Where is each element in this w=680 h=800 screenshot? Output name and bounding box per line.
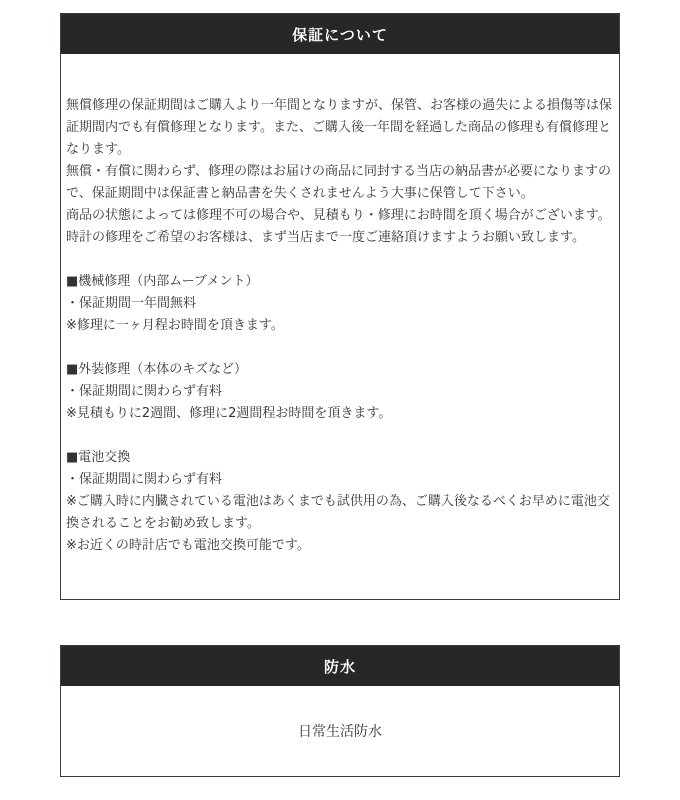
exterior-repair-section [66, 359, 614, 425]
warranty-panel [60, 13, 620, 600]
waterproof-panel [60, 645, 620, 777]
battery-replacement-section [66, 447, 614, 557]
warranty-paragraph: 無償・有償に関わらず、修理の際はお届けの商品に同封する当店の納品書が必要になりますので、保証期間中は保証書と納品書を失くされませんよう大事に保管して下さい。 [66, 164, 611, 201]
mechanical-repair-section [66, 271, 614, 337]
waterproof-panel-body [61, 686, 619, 776]
warranty-paragraph: 時計の修理をご希望のお客様は、まず当店まで一度ご連絡頂けますようお願い致します。 [66, 230, 585, 245]
section-heading: ■機械修理（内部ムーブメント） [66, 274, 259, 289]
section-line: ※ご購入時に内臓されている電池はあくまでも試供用の為、ご購入後なるべくお早めに電池交換されることをお勧め致します。 [66, 494, 610, 531]
section-line: ・保証期間に関わらず有料 [66, 384, 223, 399]
warranty-paragraph: 商品の状態によっては修理不可の場合や、見積もり・修理にお時間を頂く場合がございます。 [66, 208, 611, 223]
section-heading: ■電池交換 [66, 450, 131, 465]
warranty-panel-body [61, 54, 619, 599]
section-line: ・保証期間一年間無料 [66, 296, 197, 311]
warranty-panel-title: 保証について [292, 25, 388, 44]
warranty-panel-header [61, 14, 619, 54]
waterproof-panel-header [61, 646, 619, 686]
section-line: ※修理に一ヶ月程お時間を頂きます。 [66, 318, 284, 333]
section-line: ・保証期間に関わらず有料 [66, 472, 223, 487]
warranty-paragraph: 無償修理の保証期間はご購入より一年間となりますが、保管、お客様の過失による損傷等は保証期間内でも有償修理となります。また、ご購入後一年間を経過した商品の修理も有償修理となります。 [66, 98, 613, 157]
section-line: ※お近くの時計店でも電池交換可能です。 [66, 538, 310, 553]
waterproof-panel-title: 防水 [323, 657, 356, 676]
section-line: ※見積もりに2週間、修理に2週間程お時間を頂きます。 [66, 406, 392, 421]
waterproof-value: 日常生活防水 [298, 724, 382, 740]
section-heading: ■外装修理（本体のキズなど） [66, 362, 248, 377]
